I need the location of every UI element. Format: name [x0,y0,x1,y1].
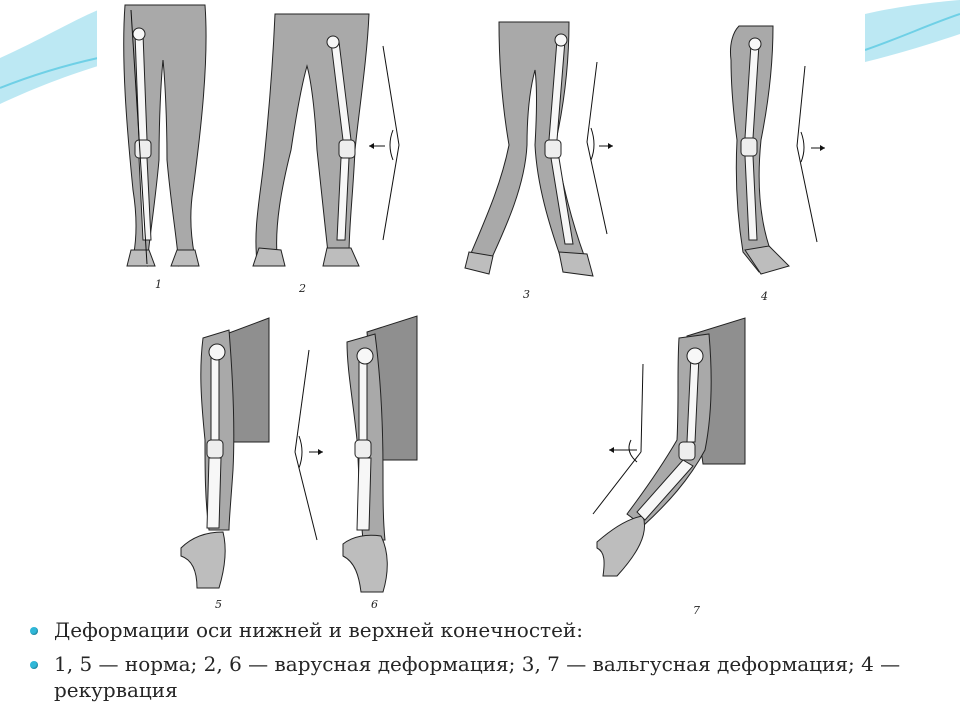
elbow-joint [355,440,371,458]
left-foot [253,248,285,266]
bullet-icon [30,661,38,669]
femoral-head [327,36,339,48]
panel-7-number: 7 [693,604,700,617]
knee-joint [545,140,561,158]
panel-5-number: 5 [215,598,222,611]
knee-joint [339,140,355,158]
panel-4-number: 4 [761,290,768,303]
panel-3-number: 3 [523,288,530,301]
humeral-head [687,348,703,364]
caption-item [30,617,930,643]
caption-heading: Деформации оси нижней и верхней конечностей: [54,618,583,642]
humeral-head [209,344,225,360]
swoosh-left [0,10,98,104]
forearm-bones [207,458,221,528]
elbow-joint [679,442,695,460]
panel-6-number: 6 [371,598,378,611]
caption-legend: 1, 5 — норма; 2, 6 — варусная деформация; 3, 7 — вальгусная деформация; 4 — рекурвация [54,652,901,702]
humerus-bone [211,352,219,440]
knee-joint [741,138,757,156]
panel-1-number: 1 [155,278,162,291]
femoral-head [133,28,145,40]
limb-deformity-figure [97,0,865,618]
right-foot [559,252,593,276]
caption-item [30,651,930,703]
humeral-head [357,348,373,364]
bullet-icon [30,627,38,635]
humerus-bone [359,356,367,440]
caption-list [30,617,930,703]
elbow-joint [207,440,223,458]
knee-joint [135,140,151,158]
femoral-head [749,38,761,50]
forearm-bones [357,458,371,530]
panel-2-number: 2 [299,282,306,295]
femoral-head [555,34,567,46]
